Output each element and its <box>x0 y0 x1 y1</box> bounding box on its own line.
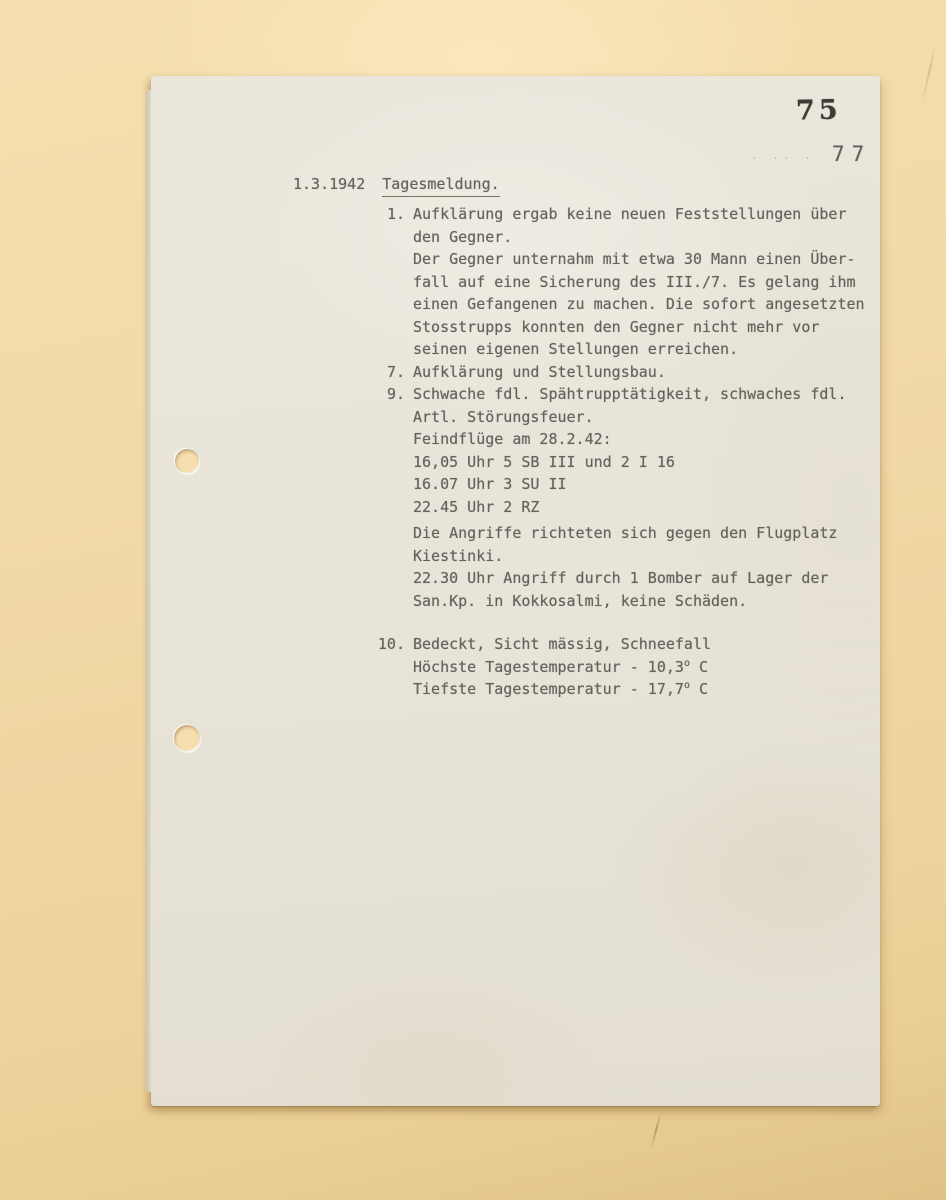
document-body <box>377 203 865 701</box>
line-text: einen Gefangenen zu machen. Die sofort angesetzten <box>413 295 865 313</box>
document-line <box>377 383 862 406</box>
line-text: 16.07 Uhr 3 SU II <box>413 475 567 493</box>
line-text: San.Kp. in Kokkosalmi, keine Schäden. <box>413 591 748 610</box>
item-number <box>377 338 405 361</box>
item-number <box>377 590 405 613</box>
line-text: Schwache fdl. Spähtrupptätigkeit, schwaches fdl. <box>413 385 847 403</box>
paragraph-block <box>377 203 865 518</box>
scratch-mark <box>650 1112 662 1148</box>
item-number <box>377 271 405 294</box>
degree-superscript: o <box>683 680 690 691</box>
document-page <box>151 76 880 1106</box>
line-text-tail: C <box>689 657 709 676</box>
document-line <box>377 406 862 429</box>
item-number <box>377 473 405 496</box>
line-text: Höchste Tagestemperatur - 10,3$^o$ C <box>413 657 709 676</box>
document-line <box>377 248 862 271</box>
line-text: 16,05 Uhr 5 SB III und 2 I 16 <box>413 452 675 471</box>
line-text: den Gegner. <box>413 227 513 246</box>
document-line <box>377 590 862 613</box>
item-number <box>377 545 405 568</box>
document-line <box>377 678 862 701</box>
document-header <box>293 173 500 197</box>
document-line <box>377 271 862 294</box>
document-line <box>377 316 862 339</box>
item-number <box>377 567 405 590</box>
item-number <box>377 406 405 429</box>
item-number <box>377 522 405 545</box>
line-text: 22.30 Uhr Angriff durch 1 Bomber auf Lager der <box>413 569 829 587</box>
item-number <box>377 451 405 474</box>
document-line <box>377 656 862 679</box>
page-number: 77 <box>832 142 872 166</box>
document-line <box>377 633 862 656</box>
document-date: 1.3.1942 <box>293 175 366 193</box>
pencil-marks: · ·· · <box>751 152 815 165</box>
document-line <box>377 428 862 451</box>
line-text: Kiestinki. <box>413 546 504 565</box>
item-number <box>377 428 405 451</box>
document-line <box>377 545 862 568</box>
document-line <box>377 567 862 590</box>
item-number: 10. <box>377 635 405 653</box>
line-text: Die Angriffe richteten sich gegen den Flugplatz <box>413 524 838 542</box>
paragraph-block <box>377 522 862 612</box>
scratch-mark <box>921 45 936 102</box>
document-line <box>377 522 862 545</box>
item-number: 9. <box>386 385 405 403</box>
item-number: 1. <box>386 205 405 223</box>
punch-hole-bottom <box>174 725 200 751</box>
line-text-tail: C <box>689 680 709 698</box>
degree-superscript: o <box>683 657 690 669</box>
line-text: Stosstrupps konnten den Gegner nicht mehr vor <box>413 317 820 336</box>
paragraph-block <box>377 633 862 701</box>
item-number <box>377 226 405 249</box>
item-number <box>377 678 405 701</box>
item-number <box>377 293 405 316</box>
page-number-stamp: 75 <box>795 94 842 127</box>
line-text: 22.45 Uhr 2 RZ <box>413 497 540 516</box>
item-number <box>377 316 405 339</box>
document-line <box>377 293 865 316</box>
document-line <box>377 451 862 474</box>
document-line <box>377 473 862 496</box>
item-number <box>377 248 405 271</box>
document-title: Tagesmeldung. <box>382 173 499 197</box>
line-text: Aufklärung und Stellungsbau. <box>413 362 666 381</box>
line-text: Bedeckt, Sicht mässig, Schneefall <box>413 635 712 653</box>
line-text: Aufklärung ergab keine neuen Feststellungen über <box>413 205 847 223</box>
document-line <box>377 338 862 361</box>
line-text: Artl. Störungsfeuer. <box>413 407 594 426</box>
punch-hole-top <box>175 449 199 473</box>
item-number <box>377 656 405 679</box>
line-text: Feindflüge am 28.2.42: <box>413 430 612 448</box>
document-line <box>377 361 862 384</box>
line-text: seinen eigenen Stellungen erreichen. <box>413 340 739 358</box>
document-line <box>377 203 862 226</box>
line-text: Der Gegner unternahm mit etwa 30 Mann einen Über- <box>413 250 856 268</box>
line-text: fall auf eine Sicherung des III./7. Es gelang ihm <box>413 272 856 291</box>
line-text: Tiefste Tagestemperatur - 17,7$^o$ C <box>413 680 709 698</box>
item-number: 7. <box>386 362 405 381</box>
document-line <box>377 496 862 519</box>
item-number <box>377 496 405 519</box>
document-line <box>377 226 862 249</box>
